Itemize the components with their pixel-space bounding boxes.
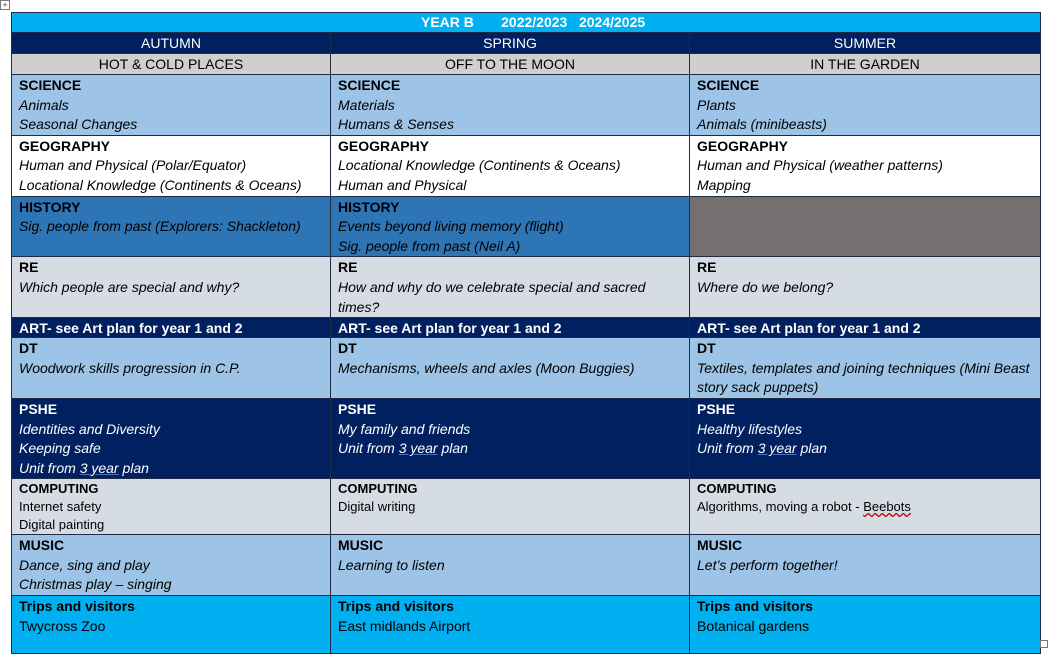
topic-line: Textiles, templates and joining techniques (Mini Beast story sack puppets): [697, 359, 1030, 396]
subject-title: MUSIC: [338, 537, 384, 554]
topic-line: My family and friends: [338, 420, 471, 437]
geography-summer: [690, 135, 1041, 196]
academic-years: 2022/2023 2024/2025: [501, 14, 646, 30]
trips-autumn: [12, 596, 331, 654]
dt-summer: [690, 338, 1041, 399]
music-summer: [690, 535, 1041, 596]
topic-line: East midlands Airport: [338, 617, 471, 634]
unit-prefix: Unit from: [19, 459, 80, 476]
pshe-row: [12, 398, 1041, 478]
subject-title: Trips and visitors: [338, 598, 454, 615]
topic-line: Human and Physical (weather patterns): [697, 157, 943, 174]
topic-line: Animals: [19, 96, 69, 113]
subject-title: SCIENCE: [19, 77, 82, 93]
subject-title: DT: [338, 340, 357, 357]
subject-title: HISTORY: [338, 198, 400, 215]
subject-title: PSHE: [697, 400, 736, 417]
subject-title: DT: [697, 340, 716, 357]
pshe-autumn: [12, 398, 331, 478]
trips-summer: [690, 596, 1041, 654]
history-row: [12, 196, 1041, 257]
subject-title: Trips and visitors: [19, 598, 135, 615]
pshe-summer: [690, 398, 1041, 478]
subject-title: COMPUTING: [19, 481, 99, 497]
term-summer: SUMMER: [690, 33, 1041, 54]
topic-summer: IN THE GARDEN: [690, 54, 1041, 75]
term-autumn: AUTUMN: [12, 33, 331, 54]
topic-text: Algorithms, moving a robot -: [697, 499, 864, 515]
term-spring: SPRING: [331, 33, 690, 54]
dt-spring: [331, 338, 690, 399]
topic-line: Learning to listen: [338, 556, 445, 573]
unit-link[interactable]: 3 year: [79, 459, 119, 476]
year-header-cell: [12, 13, 1041, 33]
table-move-handle-icon[interactable]: +: [0, 0, 10, 10]
science-spring: [331, 75, 690, 136]
topic-line: Keeping safe: [19, 440, 101, 457]
topic-line: Botanical gardens: [697, 617, 810, 634]
unit-prefix: Unit from: [697, 440, 758, 457]
topic-line: Mechanisms, wheels and axles (Moon Buggies): [338, 359, 635, 376]
re-autumn: [12, 257, 331, 318]
topic-line: How and why do we celebrate special and sacred times?: [338, 278, 646, 315]
topic-line: Locational Knowledge (Continents & Oceans): [19, 176, 302, 193]
subject-title: HISTORY: [19, 198, 81, 215]
topic-line: Identities and Diversity: [19, 420, 160, 437]
term-row: [12, 33, 1041, 54]
music-row: [12, 535, 1041, 596]
topic-line: Dance, sing and play: [19, 556, 150, 573]
geography-row: [12, 135, 1041, 196]
subject-title: SCIENCE: [697, 77, 760, 93]
unit-link[interactable]: 3 year: [398, 440, 438, 457]
subject-title: GEOGRAPHY: [338, 137, 430, 154]
topic-line: Animals (minibeasts): [697, 116, 827, 133]
geography-spring: [331, 135, 690, 196]
topic-autumn: HOT & COLD PLACES: [12, 54, 331, 75]
topic-line: Twycross Zoo: [19, 617, 106, 634]
topic-line: Internet safety: [19, 499, 102, 515]
history-spring: [331, 196, 690, 257]
unit-suffix: plan: [796, 440, 827, 457]
topic-row: [12, 54, 1041, 75]
science-summer: [690, 75, 1041, 136]
history-autumn: [12, 196, 331, 257]
topic-line: Let’s perform together!: [697, 556, 838, 573]
music-autumn: [12, 535, 331, 596]
topic-line: Seasonal Changes: [19, 116, 138, 133]
topic-line: Materials: [338, 96, 395, 113]
subject-title: PSHE: [338, 400, 377, 417]
topic-spring: OFF TO THE MOON: [331, 54, 690, 75]
unit-suffix: plan: [118, 459, 149, 476]
history-summer-empty: [690, 196, 1041, 257]
music-spring: [331, 535, 690, 596]
subject-title: PSHE: [19, 400, 58, 417]
topic-line: Events beyond living memory (flight): [338, 218, 564, 235]
subject-title: Trips and visitors: [697, 598, 813, 615]
subject-title: RE: [19, 259, 39, 276]
topic-line: [338, 439, 682, 459]
curriculum-table: [11, 12, 1041, 654]
unit-suffix: plan: [437, 440, 468, 457]
subject-title: COMPUTING: [338, 481, 418, 497]
topic-line: Locational Knowledge (Continents & Oceans): [338, 157, 621, 174]
topic-line: Digital painting: [19, 517, 105, 533]
topic-line: Healthy lifestyles: [697, 420, 803, 437]
subject-title: RE: [697, 259, 717, 276]
topic-line: Plants: [697, 96, 736, 113]
subject-title: GEOGRAPHY: [697, 137, 789, 154]
re-summer: [690, 257, 1041, 318]
dt-row: [12, 338, 1041, 399]
topic-line: [697, 498, 1033, 516]
art-autumn: ART- see Art plan for year 1 and 2: [12, 318, 331, 338]
computing-autumn: [12, 479, 331, 535]
topic-line: [19, 459, 323, 479]
topic-line: Where do we belong?: [697, 278, 834, 295]
art-row: [12, 318, 1041, 338]
unit-link[interactable]: 3 year: [757, 440, 797, 457]
table-resize-handle-icon[interactable]: [1040, 640, 1048, 648]
subject-title: MUSIC: [697, 537, 743, 554]
computing-summer: [690, 479, 1041, 535]
trips-spring: [331, 596, 690, 654]
topic-line: Digital writing: [338, 499, 416, 515]
topic-line: Humans & Senses: [338, 116, 454, 133]
art-summer: ART- see Art plan for year 1 and 2: [690, 318, 1041, 338]
computing-row: [12, 479, 1041, 535]
year-label: YEAR B: [421, 14, 474, 30]
subject-title: COMPUTING: [697, 481, 777, 497]
spellcheck-word: Beebots: [863, 499, 911, 515]
trips-row: [12, 596, 1041, 654]
topic-line: Human and Physical (Polar/Equator): [19, 157, 247, 174]
unit-prefix: Unit from: [338, 440, 399, 457]
dt-autumn: [12, 338, 331, 399]
topic-line: Sig. people from past (Explorers: Shackleton): [19, 218, 301, 235]
subject-title: RE: [338, 259, 358, 276]
subject-title: MUSIC: [19, 537, 65, 554]
topic-line: Sig. people from past (Neil A): [338, 237, 521, 254]
geography-autumn: [12, 135, 331, 196]
topic-line: Christmas play – singing: [19, 576, 172, 593]
subject-title: GEOGRAPHY: [19, 137, 111, 154]
art-spring: ART- see Art plan for year 1 and 2: [331, 318, 690, 338]
topic-line: [697, 439, 1033, 459]
topic-line: Human and Physical: [338, 176, 467, 193]
subject-title: SCIENCE: [338, 77, 401, 93]
computing-spring: [331, 479, 690, 535]
topic-line: Woodwork skills progression in C.P.: [19, 359, 241, 376]
year-header-row: [12, 13, 1041, 33]
science-row: [12, 75, 1041, 136]
re-spring: [331, 257, 690, 318]
re-row: [12, 257, 1041, 318]
topic-line: Which people are special and why?: [19, 278, 240, 295]
topic-line: Mapping: [697, 176, 751, 193]
science-autumn: [12, 75, 331, 136]
subject-title: DT: [19, 340, 38, 357]
pshe-spring: [331, 398, 690, 478]
